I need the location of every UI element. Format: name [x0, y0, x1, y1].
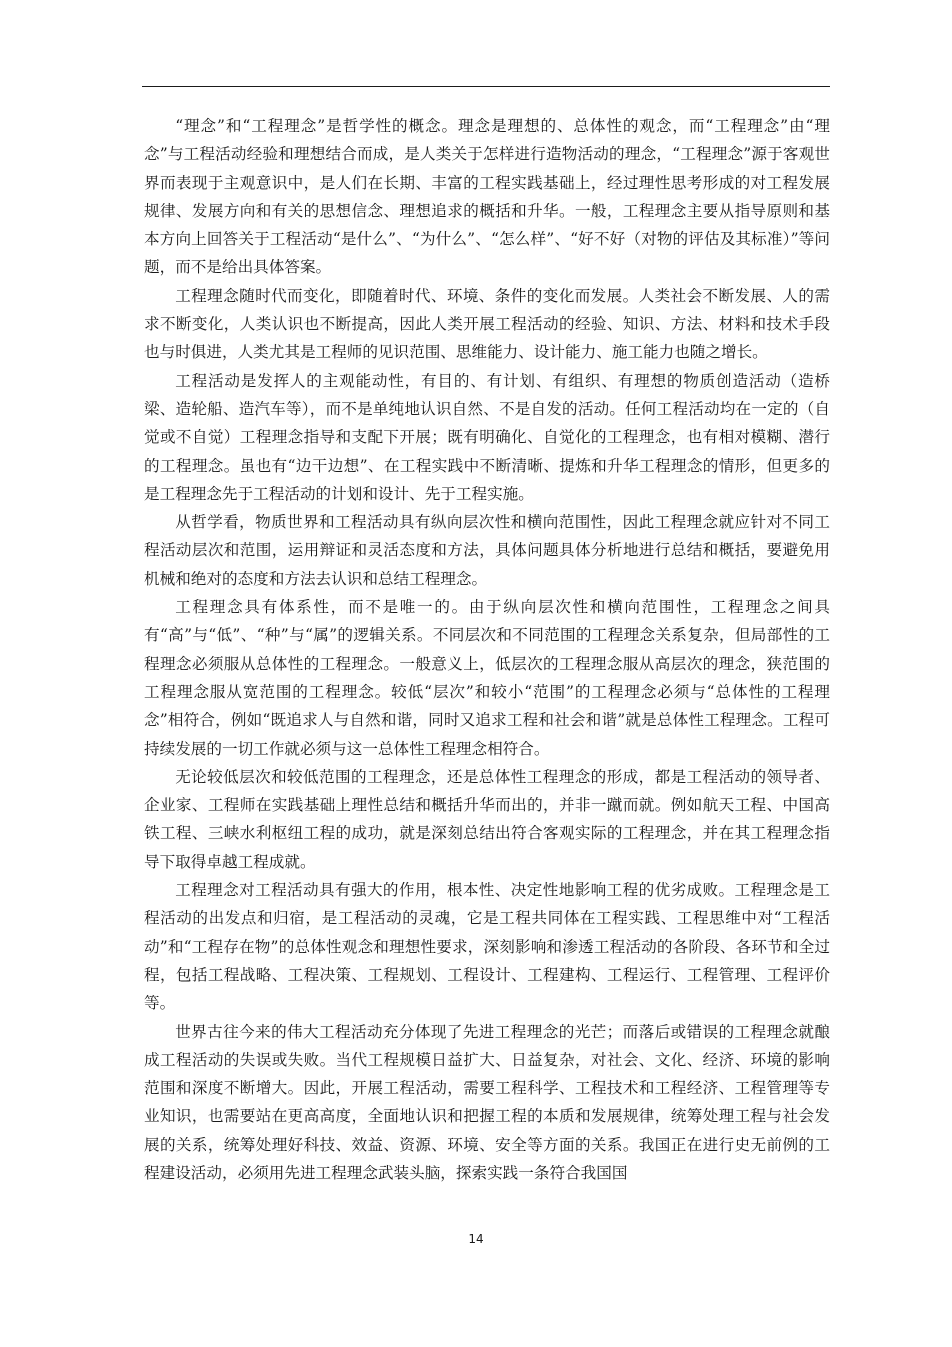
paragraph-4: 从哲学看，物质世界和工程活动具有纵向层次性和横向范围性，因此工程理念就应针对不同工程活动层次和范围，运用辩证和灵活态度和方法，具体问题具体分析地进行总结和概括，要避免用机械和绝对的态度和方法去认识和总结工程理念。: [144, 513, 830, 588]
paragraph-2: 工程理念随时代而变化，即随着时代、环境、条件的变化而发展。人类社会不断发展、人的需求不断变化，人类认识也不断提高，因此人类开展工程活动的经验、知识、方法、材料和技术手段也与时俱进，人类尤其是工程师的见识范围、思维能力、设计能力、施工能力也随之增长。: [144, 286, 830, 362]
page-number: 14: [468, 1232, 484, 1246]
header-rule: [142, 86, 830, 87]
paragraph-7: 工程理念对工程活动具有强大的作用，根本性、决定性地影响工程的优劣成败。工程理念是工程活动的出发点和归宿，是工程活动的灵魂，它是工程共同体在工程实践、工程思维中对“工程活动”和“工程存在物”的总体性观念和理想性要求，深刻影响和渗透工程活动的各阶段、各环节和全过程，包括工程战略、工程决策、工程规划、工程设计、工程建构、工程运行、工程管理、工程评价等。: [144, 881, 830, 1013]
paragraph-8: 世界古往今来的伟大工程活动充分体现了先进工程理念的光芒；而落后或错误的工程理念就酿成工程活动的失误或失败。当代工程规模日益扩大、日益复杂，对社会、文化、经济、环境的影响范围和深度不断增大。因此，开展工程活动，需要工程科学、工程技术和工程经济、工程管理等专业知识，也需要站在更高高度，全面地认识和把握工程的本质和发展规律，统筹处理工程与社会发展的关系，统筹处理好科技、效益、资源、环境、安全等方面的关系。我国正在进行史无前例的工程建设活动，必须用先进工程理念武装头脑，探索实践一条符合我国国: [144, 1022, 830, 1182]
paragraph-1: “理念”和“工程理念”是哲学性的概念。理念是理想的、总体性的观念，而“工程理念”由“理念”与工程活动经验和理想结合而成，是人类关于怎样进行造物活动的理念，“工程理念”源于客观世界而表现于主观意识中，是人们在长期、丰富的工程实践基础上，经过理性思考形成的对工程发展规律、发展方向和有关的思想信念、理想追求的概括和升华。一般，工程理念主要从指导原则和基本方向上回答关于工程活动“是什么”、“为什么”、“怎么样”、“好不好（对物的评估及其标准）”等问题，而不是给出具体答案。: [144, 117, 830, 277]
body-text: [144, 112, 830, 1187]
paragraph-5: 工程理念具有体系性，而不是唯一的。由于纵向层次性和横向范围性，工程理念之间具有“高”与“低”、“种”与“属”的逻辑关系。不同层次和不同范围的工程理念关系复杂，但局部性的工程理念必须服从总体性的工程理念。一般意义上，低层次的工程理念服从高层次的理念，狭范围的工程理念服从宽范围的工程理念。较低“层次”和较小“范围”的工程理念必须与“总体性的工程理念”相符合，例如“既追求人与自然和谐，同时又追求工程和社会和谐”就是总体性工程理念。工程可持续发展的一切工作就必须与这一总体性工程理念相符合。: [144, 598, 830, 758]
paragraph-6: 无论较低层次和较低范围的工程理念，还是总体性工程理念的形成，都是工程活动的领导者、企业家、工程师在实践基础上理性总结和概括升华而出的，并非一蹴而就。例如航天工程、中国高铁工程、三峡水利枢纽工程的成功，就是深刻总结出符合客观实际的工程理念，并在其工程理念指导下取得卓越工程成就。: [144, 767, 830, 871]
paragraph-3: 工程活动是发挥人的主观能动性，有目的、有计划、有组织、有理想的物质创造活动（造桥梁、造轮船、造汽车等），而不是单纯地认识自然、不是自发的活动。任何工程活动均在一定的（自觉或不自觉）工程理念指导和支配下开展；既有明确化、自觉化的工程理念，也有相对模糊、潜行的工程理念。虽也有“边干边想”、在工程实践中不断清晰、提炼和升华工程理念的情形，但更多的是工程理念先于工程活动的计划和设计、先于工程实施。: [144, 371, 830, 503]
